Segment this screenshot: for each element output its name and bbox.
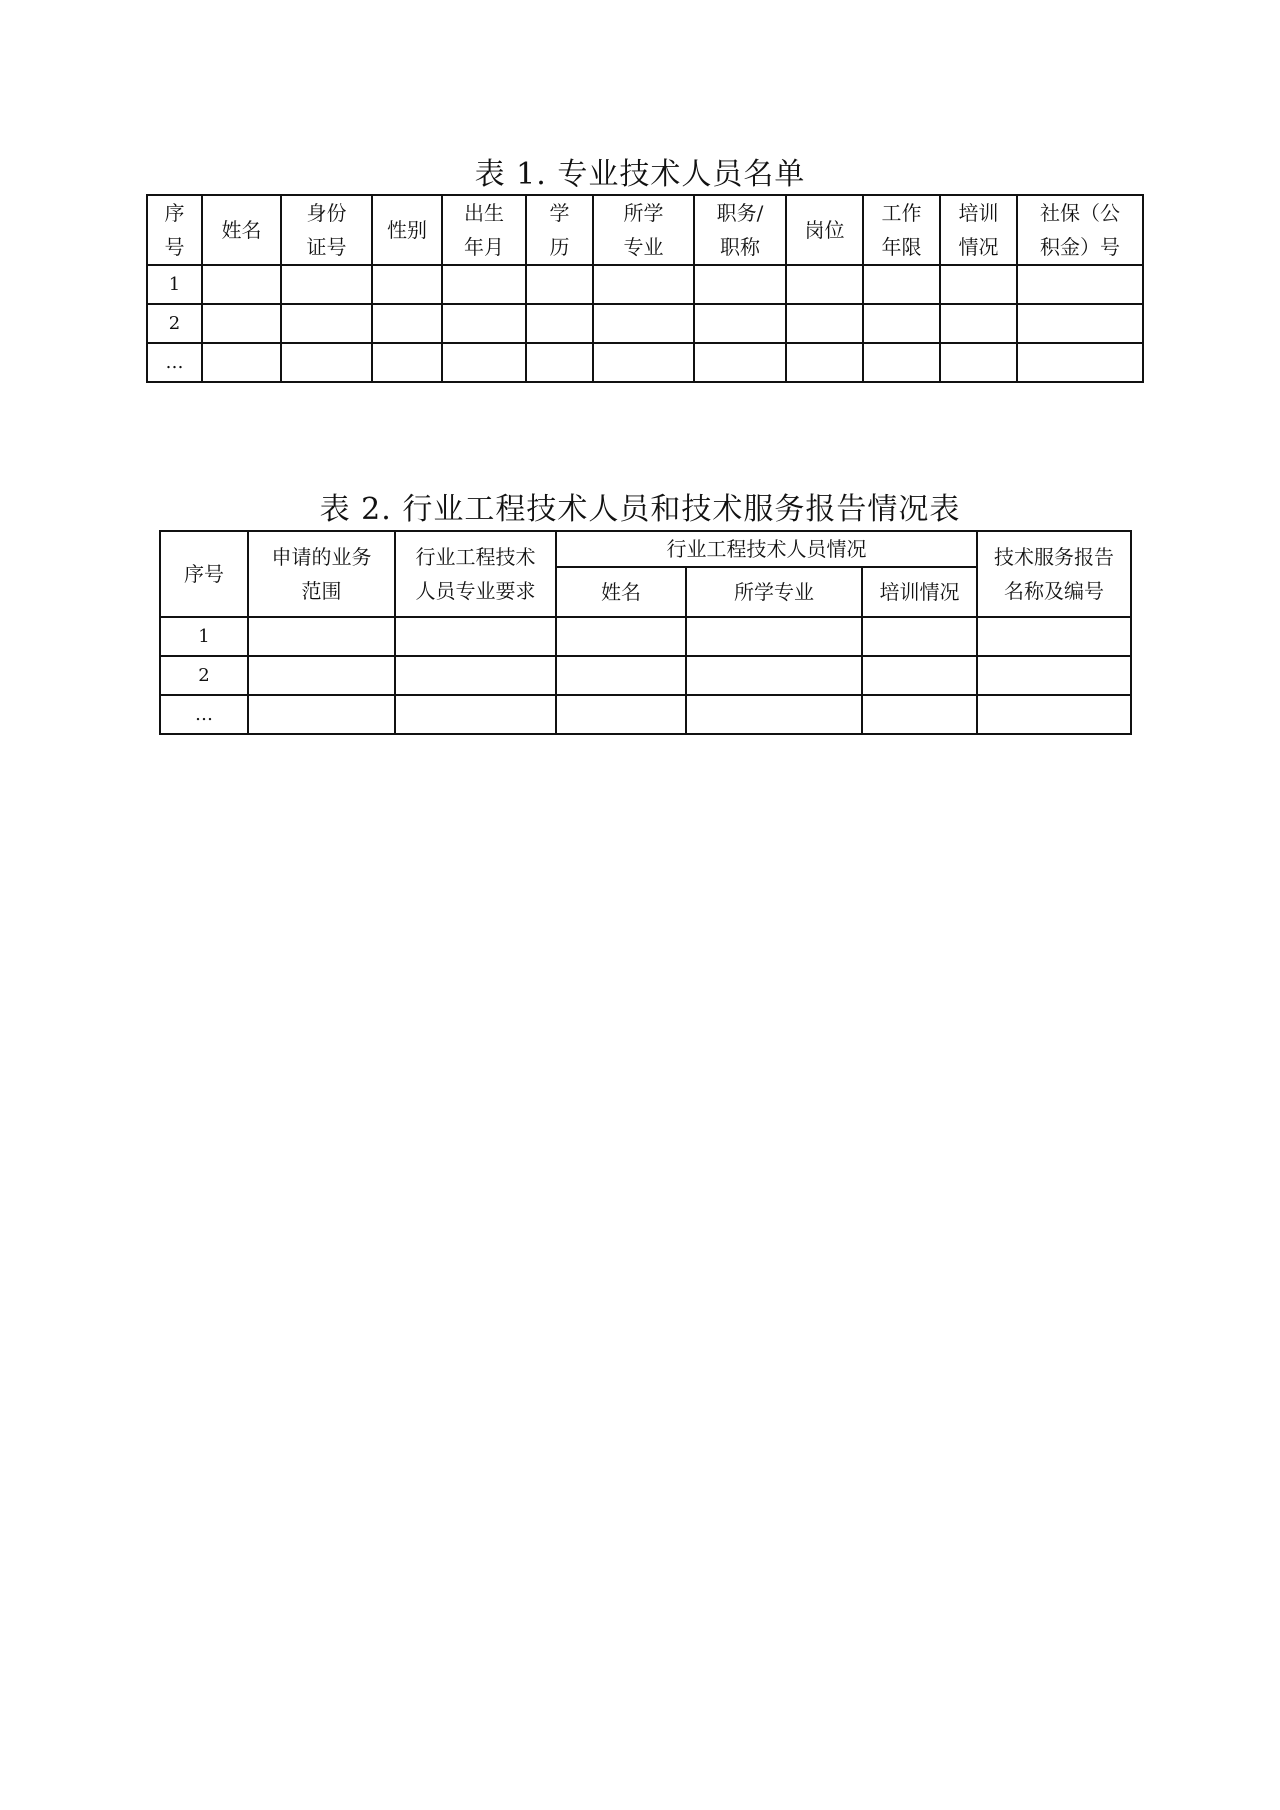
header-major: 所学专业	[686, 567, 862, 617]
header-text: 工作	[881, 201, 922, 225]
empty-cell	[372, 343, 442, 382]
table1-header-cell	[526, 195, 593, 265]
empty-cell	[786, 265, 863, 304]
header-text: 姓名	[221, 218, 262, 242]
table-row	[160, 617, 1131, 656]
header-text: 社保（公	[1040, 201, 1120, 225]
row-number: …	[160, 695, 248, 734]
empty-cell	[977, 695, 1131, 734]
empty-cell	[863, 304, 940, 343]
empty-cell	[442, 343, 526, 382]
empty-cell	[202, 343, 281, 382]
header-report	[977, 531, 1131, 617]
empty-cell	[862, 695, 977, 734]
header-text: 历	[549, 235, 570, 259]
empty-cell	[694, 304, 786, 343]
empty-cell	[862, 656, 977, 695]
empty-cell	[372, 265, 442, 304]
table1-header-cell	[147, 195, 202, 265]
header-text: 培训	[958, 201, 999, 225]
empty-cell	[694, 343, 786, 382]
header-staff-group: 行业工程技术人员情况	[556, 531, 977, 567]
empty-cell	[526, 304, 593, 343]
row-number: 2	[147, 304, 202, 343]
empty-cell	[940, 343, 1017, 382]
header-text: 岗位	[804, 218, 845, 242]
table1-header-cell	[281, 195, 372, 265]
header-text: 情况	[958, 235, 999, 259]
table1-header-cell	[863, 195, 940, 265]
empty-cell	[395, 656, 556, 695]
table1-header-row	[147, 195, 1143, 265]
table1-header-cell	[593, 195, 694, 265]
table1-header-cell	[694, 195, 786, 265]
empty-cell	[1017, 343, 1143, 382]
header-staff-requirement-line2: 人员专业要求	[415, 579, 536, 603]
empty-cell	[395, 617, 556, 656]
table1-header-cell	[940, 195, 1017, 265]
header-text: 学	[549, 201, 570, 225]
header-business-scope-line1: 申请的业务	[271, 545, 372, 569]
table1-header-cell	[786, 195, 863, 265]
empty-cell	[248, 656, 395, 695]
row-number: 2	[160, 656, 248, 695]
header-text: 积金）号	[1040, 235, 1120, 259]
header-staff-requirement	[395, 531, 556, 617]
header-text: 职称	[720, 235, 760, 259]
header-text: 序	[164, 201, 185, 225]
empty-cell	[686, 695, 862, 734]
header-staff-requirement-line1: 行业工程技术	[415, 545, 536, 569]
empty-cell	[593, 304, 694, 343]
empty-cell	[281, 304, 372, 343]
empty-cell	[556, 656, 686, 695]
empty-cell	[686, 617, 862, 656]
header-report-line2: 名称及编号	[1004, 579, 1105, 603]
header-seq: 序号	[160, 531, 248, 617]
empty-cell	[248, 617, 395, 656]
header-business-scope	[248, 531, 395, 617]
table-row	[147, 265, 1143, 304]
empty-cell	[202, 265, 281, 304]
header-text: 身份	[306, 201, 347, 225]
table1-header-cell	[372, 195, 442, 265]
empty-cell	[556, 695, 686, 734]
empty-cell	[372, 304, 442, 343]
table2-caption: 表 2. 行业工程技术人员和技术服务报告情况表	[319, 492, 961, 527]
table-row	[147, 343, 1143, 382]
table1-caption: 表 1. 专业技术人员名单	[474, 157, 806, 192]
empty-cell	[786, 343, 863, 382]
header-text: 出生	[464, 201, 504, 225]
empty-cell	[977, 617, 1131, 656]
empty-cell	[526, 343, 593, 382]
empty-cell	[281, 343, 372, 382]
empty-cell	[862, 617, 977, 656]
header-text: 所学	[623, 201, 664, 225]
empty-cell	[686, 656, 862, 695]
empty-cell	[940, 304, 1017, 343]
header-training: 培训情况	[862, 567, 977, 617]
header-text: 年月	[464, 235, 504, 259]
table-row	[147, 304, 1143, 343]
table-row	[160, 695, 1131, 734]
table-row	[160, 656, 1131, 695]
empty-cell	[863, 343, 940, 382]
header-name: 姓名	[556, 567, 686, 617]
header-text: 性别	[387, 218, 427, 242]
header-text: 年限	[881, 235, 922, 259]
row-number: …	[147, 343, 202, 382]
empty-cell	[593, 265, 694, 304]
empty-cell	[281, 265, 372, 304]
row-number: 1	[147, 265, 202, 304]
empty-cell	[694, 265, 786, 304]
staff-list-table	[146, 194, 1144, 383]
empty-cell	[1017, 265, 1143, 304]
empty-cell	[940, 265, 1017, 304]
empty-cell	[442, 304, 526, 343]
table1-header-cell	[1017, 195, 1143, 265]
header-text: 证号	[306, 235, 347, 259]
table1-header-cell	[202, 195, 281, 265]
header-text: 职务/	[716, 201, 764, 225]
table1-header-cell	[442, 195, 526, 265]
empty-cell	[556, 617, 686, 656]
header-text: 专业	[623, 235, 664, 259]
header-report-line1: 技术服务报告	[994, 545, 1115, 569]
header-business-scope-line2: 范围	[301, 579, 342, 603]
empty-cell	[248, 695, 395, 734]
empty-cell	[1017, 304, 1143, 343]
engineering-staff-report-table	[159, 530, 1132, 735]
row-number: 1	[160, 617, 248, 656]
empty-cell	[786, 304, 863, 343]
empty-cell	[593, 343, 694, 382]
header-text: 号	[164, 235, 185, 259]
empty-cell	[863, 265, 940, 304]
empty-cell	[395, 695, 556, 734]
empty-cell	[202, 304, 281, 343]
empty-cell	[442, 265, 526, 304]
table2-header-row-1	[160, 531, 1131, 567]
empty-cell	[977, 656, 1131, 695]
empty-cell	[526, 265, 593, 304]
